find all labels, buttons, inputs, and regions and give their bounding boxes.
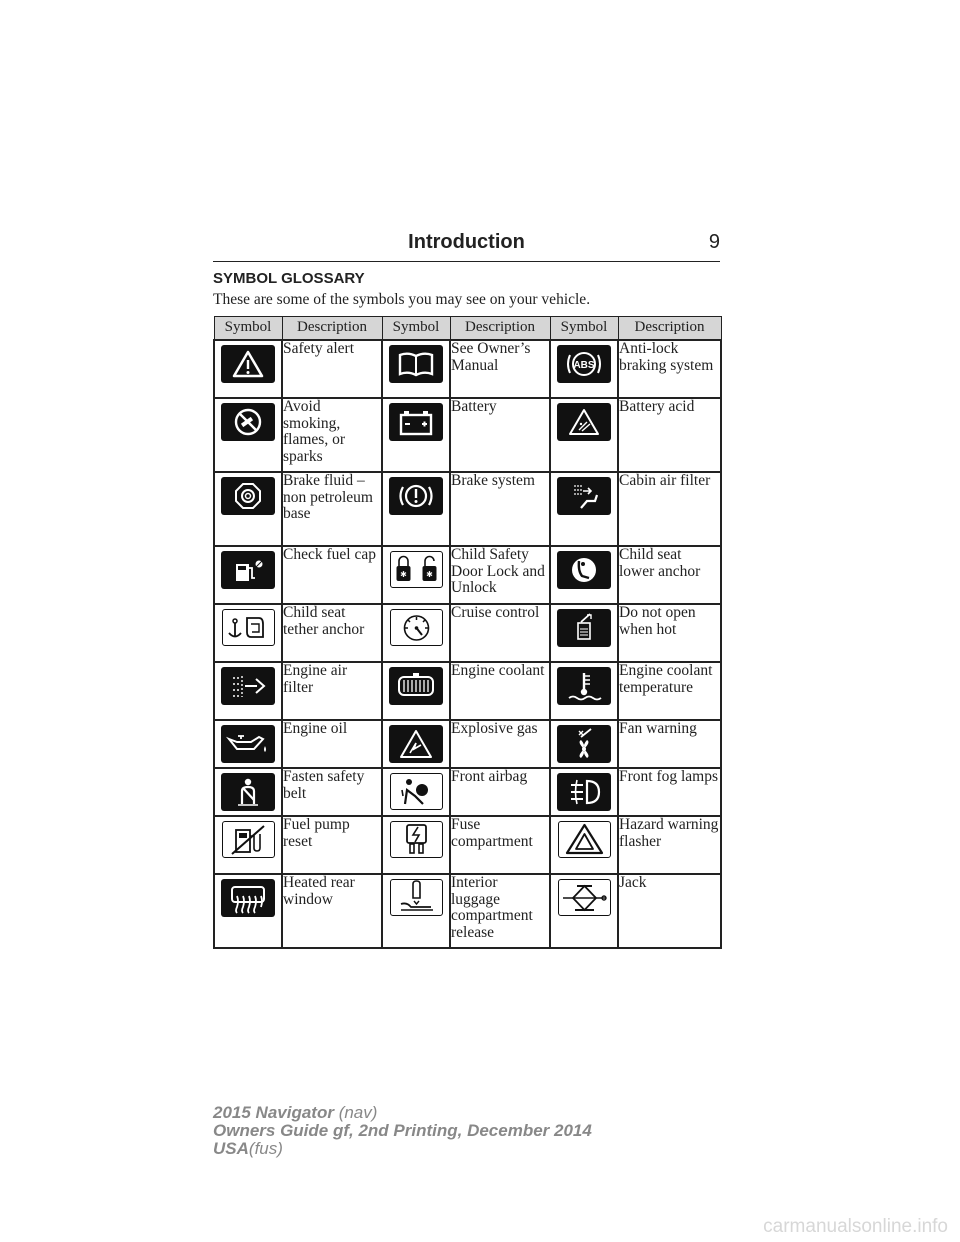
engine-coolant-icon <box>389 667 443 705</box>
svg-text:✱: ✱ <box>425 570 433 579</box>
svg-text:✱: ✱ <box>399 570 407 579</box>
symbol-description: Fasten safety belt <box>282 768 382 816</box>
engine-oil-icon <box>221 725 275 763</box>
footer-market-code: (fus) <box>248 1139 283 1158</box>
seat-belt-icon <box>221 773 275 811</box>
symbol-description: Cruise control <box>450 604 550 662</box>
table-row <box>214 604 721 662</box>
symbol-description: Child Safety Door Lock and Unlock <box>450 546 550 604</box>
symbol-description: Engine coolant <box>450 662 550 720</box>
symbol-description: Jack <box>618 874 721 948</box>
symbol-description: Heated rear window <box>282 874 382 948</box>
battery-acid-icon <box>557 403 611 441</box>
explosive-gas-icon <box>389 725 443 763</box>
symbol-description: Interior luggage compartment release <box>450 874 550 948</box>
symbol-description: Battery <box>450 398 550 472</box>
symbol-description: See Owner’s Manual <box>450 340 550 398</box>
table-row <box>214 662 721 720</box>
fuel-pump-reset-icon <box>222 821 275 858</box>
do-not-open-hot-icon <box>557 609 611 647</box>
section-intro: These are some of the symbols you may see on your vehicle. <box>213 291 591 308</box>
footer-model-code: (nav) <box>338 1103 378 1122</box>
watermark: carmanualsonline.info <box>763 1216 948 1237</box>
fuse-icon <box>390 821 443 858</box>
symbol-glossary-table <box>213 316 722 949</box>
symbol-description: Engine coolant temperature <box>618 662 721 720</box>
table-row <box>214 874 721 948</box>
page-number: 9 <box>708 231 720 253</box>
abs-icon <box>557 345 611 383</box>
table-row <box>214 472 721 546</box>
fan-warning-icon <box>557 725 611 763</box>
symbol-description: Engine oil <box>282 720 382 768</box>
symbol-description: Brake fluid – non petroleum base <box>282 472 382 546</box>
column-header: Symbol <box>382 317 450 341</box>
brake-system-icon <box>389 477 443 515</box>
table-row <box>214 546 721 604</box>
table-row <box>214 720 721 768</box>
column-header: Description <box>450 317 550 341</box>
symbol-description: Engine air filter <box>282 662 382 720</box>
section-heading: SYMBOL GLOSSARY <box>213 270 365 287</box>
no-smoking-icon <box>221 403 275 441</box>
fuel-cap-icon <box>221 551 275 589</box>
footer-model: 2015 Navigator <box>213 1103 334 1122</box>
footer-edition: Owners Guide gf, 2nd Printing, December 2014 <box>213 1121 592 1140</box>
safety-alert-icon <box>221 345 275 383</box>
symbol-description: Front fog lamps <box>618 768 721 816</box>
table-row <box>214 398 721 472</box>
battery-icon <box>389 403 443 441</box>
brake-fluid-icon <box>221 477 275 515</box>
cruise-control-icon <box>390 609 443 646</box>
table-header-row <box>214 317 721 341</box>
symbol-description: Do not open when hot <box>618 604 721 662</box>
symbol-description: Battery acid <box>618 398 721 472</box>
symbol-description: Avoid smoking, flames, or sparks <box>282 398 382 472</box>
child-lock-icon <box>390 551 443 588</box>
column-header: Symbol <box>214 317 282 341</box>
symbol-description: Fuel pump reset <box>282 816 382 874</box>
column-header: Description <box>618 317 721 341</box>
page-header <box>213 231 720 262</box>
cabin-air-filter-icon <box>557 477 611 515</box>
fog-lamp-icon <box>557 773 611 811</box>
column-header: Description <box>282 317 382 341</box>
column-header: Symbol <box>550 317 618 341</box>
symbol-description: Check fuel cap <box>282 546 382 604</box>
trunk-release-icon <box>390 879 443 916</box>
page-footer <box>213 1104 592 1158</box>
symbol-description: Cabin air filter <box>618 472 721 546</box>
page-title: Introduction <box>408 231 525 253</box>
engine-air-filter-icon <box>221 667 275 705</box>
symbol-description: Anti-lock braking system <box>618 340 721 398</box>
symbol-description: Safety alert <box>282 340 382 398</box>
child-seat-tether-icon <box>222 609 275 646</box>
footer-market: USA <box>213 1139 249 1158</box>
table-row <box>214 340 721 398</box>
symbol-description: Brake system <box>450 472 550 546</box>
table-row <box>214 816 721 874</box>
symbol-description: Explosive gas <box>450 720 550 768</box>
symbol-description: Child seat lower anchor <box>618 546 721 604</box>
symbol-description: Front airbag <box>450 768 550 816</box>
child-seat-anchor-icon <box>557 551 611 589</box>
symbol-description: Hazard warning flasher <box>618 816 721 874</box>
coolant-temperature-icon <box>557 667 611 705</box>
symbol-description: Child seat tether anchor <box>282 604 382 662</box>
rear-defrost-icon <box>221 879 275 917</box>
hazard-icon <box>558 821 611 858</box>
svg-text:ABS: ABS <box>573 360 595 371</box>
airbag-icon <box>390 773 443 810</box>
owners-manual-icon <box>389 345 443 383</box>
symbol-description: Fuse compartment <box>450 816 550 874</box>
table-row <box>214 768 721 816</box>
jack-icon <box>558 879 611 916</box>
symbol-description: Fan warning <box>618 720 721 768</box>
